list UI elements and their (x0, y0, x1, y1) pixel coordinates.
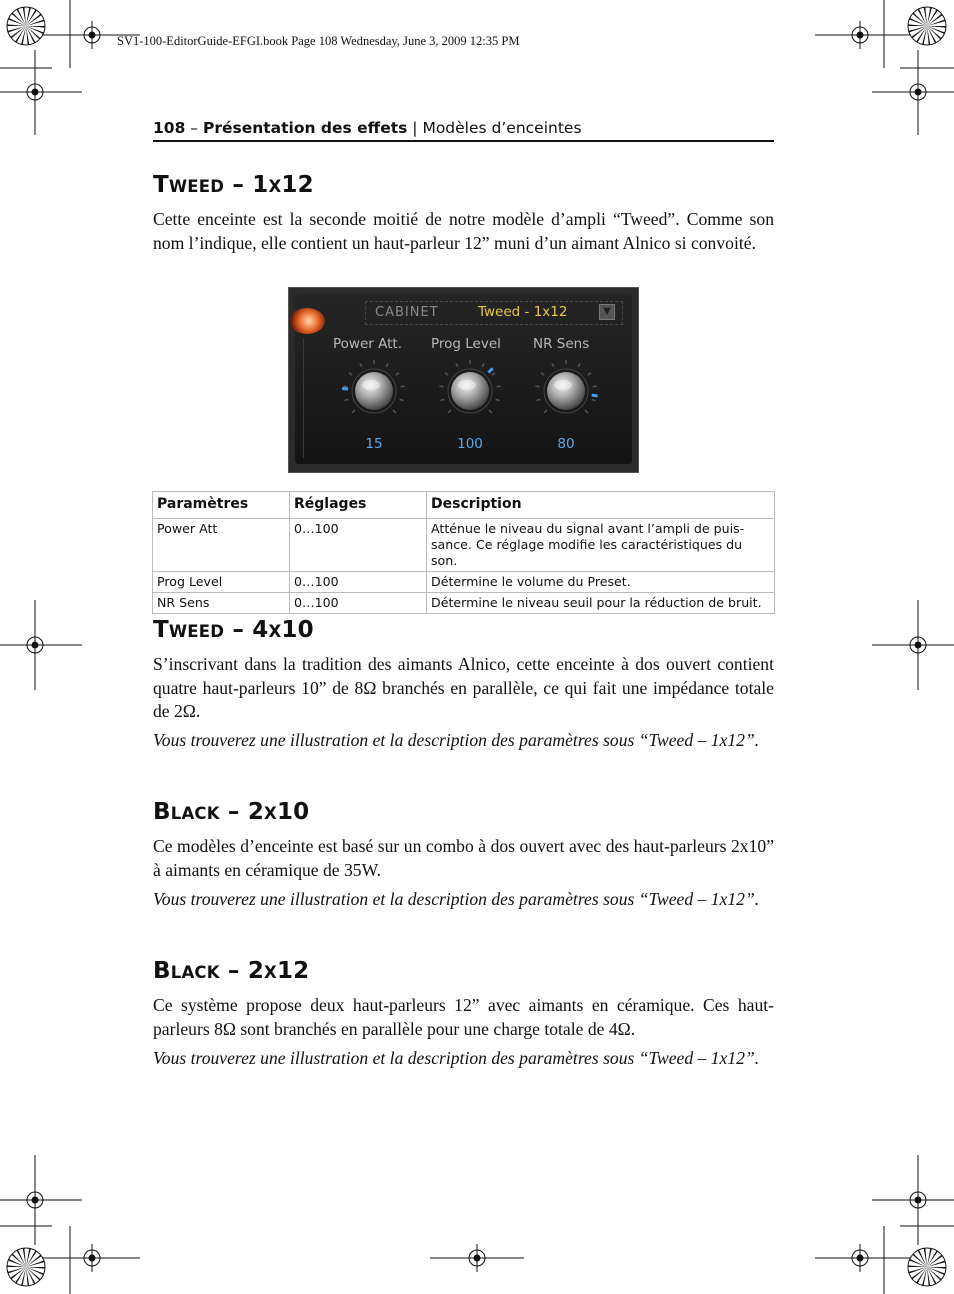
table-cell: 0…100 (290, 572, 427, 593)
body-tweed-1x12: Cette enceinte est la seconde moitié de notre modèle d’ampli “Tweed”. Comme son nom l’indique, elle contient un haut-parleur 12” muni d’un aimant Alnico si convoité. (153, 209, 774, 253)
table-cell: NR Sens (153, 593, 290, 614)
star-ray (26, 7, 31, 26)
star-ray (927, 26, 942, 39)
star-ray (922, 1267, 927, 1286)
star-ray (26, 20, 44, 26)
heading-tweed-1x12: TWEED – 1X12 (153, 172, 314, 198)
chapter-title: Présentation des effets (202, 119, 408, 137)
note-black-2x10: Vous trouverez une illustration et la description des paramètres sous “Tweed – 1x12”. (153, 889, 760, 909)
star-ray (912, 1254, 927, 1267)
cabinet-value: Tweed - 1x12 (478, 304, 568, 320)
star-ray (924, 1248, 927, 1267)
table-cell: 0…100 (290, 593, 427, 614)
star-ray (927, 1267, 942, 1280)
star-ray (927, 26, 930, 45)
star-ray (23, 7, 26, 26)
knob-value-prog-level: 100 (457, 436, 483, 452)
star-ray (908, 1265, 927, 1267)
heading-tweed-4x10: TWEED – 4X10 (153, 617, 314, 643)
column-header: Réglages (290, 492, 427, 519)
knob-label-nr-sens: NR Sens (533, 336, 590, 352)
star-ray (927, 7, 932, 26)
star-ray (924, 7, 927, 26)
table-cell: Power Att (153, 519, 290, 572)
star-ray (26, 26, 45, 28)
star-ray (26, 1248, 31, 1267)
cabinet-label: CABINET (375, 305, 439, 320)
body-tweed-4x10: S’inscrivant dans la tradition des aimants Alnico, cette enceinte à dos ouvert contient quatre haut-parleurs 10” de 8Ω branchés en parallèle, ce qui fait une impédance totale de 2Ω. (153, 654, 774, 721)
column-header: Description (427, 492, 775, 519)
table-cell: Atténue le niveau du signal avant l’ampli de puis- sance. Ce réglage modifie les caractéristiques du son. (427, 519, 775, 572)
knob-label-power-att: Power Att. (333, 336, 402, 352)
knob-value-nr-sens: 80 (557, 436, 575, 452)
star-ray (11, 1254, 26, 1267)
star-ray (26, 1261, 44, 1267)
star-ray (927, 20, 945, 26)
note-black-2x12: Vous trouverez une illustration et la description des paramètres sous “Tweed – 1x12”. (153, 1048, 760, 1068)
star-ray (8, 26, 26, 32)
star-ray (21, 1267, 26, 1286)
running-header: 108 – Présentation des effets | Modèles d’enceintes (153, 119, 774, 142)
star-ray (26, 1267, 41, 1280)
star-ray (927, 1261, 945, 1267)
knob-value-power-att: 15 (365, 436, 383, 452)
star-ray (26, 1267, 45, 1269)
star-ray (908, 24, 927, 26)
star-ray (912, 13, 927, 26)
body-black-2x12: Ce système propose deux haut-parleurs 12” avec aimants en céramique. Ces haut-parleurs 8Ω sont branchés en parallèle pour une charge totale de 4Ω. (153, 995, 774, 1039)
star-ray (21, 26, 26, 45)
star-ray (909, 1267, 927, 1273)
star-ray (927, 1267, 946, 1269)
table-cell: Prog Level (153, 572, 290, 593)
star-ray (26, 26, 29, 45)
print-slug: SV1-100-EditorGuide-EFGI.book Page 108 Wednesday, June 3, 2009 12:35 PM (117, 34, 520, 48)
knob-label-prog-level: Prog Level (431, 336, 501, 352)
star-ray (922, 26, 927, 45)
column-header: Paramètres (153, 492, 290, 519)
star-ray (8, 1267, 26, 1273)
dropdown-arrow-icon[interactable]: ▼ (599, 304, 615, 320)
star-ray (927, 1248, 932, 1267)
note-tweed-4x10: Vous trouverez une illustration et la description des paramètres sous “Tweed – 1x12”. (153, 730, 760, 750)
star-ray (23, 1248, 26, 1267)
star-ray (26, 26, 41, 39)
star-ray (927, 26, 946, 28)
table-cell: 0…100 (290, 519, 427, 572)
table-cell: Détermine le niveau seuil pour la réduction de bruit. (427, 593, 775, 614)
star-ray (11, 13, 26, 26)
table-cell: Détermine le volume du Preset. (427, 572, 775, 593)
heading-black-2x12: BLACK – 2X12 (153, 958, 310, 984)
star-ray (26, 1267, 29, 1286)
body-black-2x10: Ce modèles d’enceinte est basé sur un combo à dos ouvert avec des haut-parleurs 2x10” à aimants en céramique de 35W. (153, 836, 774, 880)
section-title: Modèles d’enceintes (422, 119, 582, 137)
star-ray (909, 26, 927, 32)
heading-black-2x10: BLACK – 2X10 (153, 799, 310, 825)
star-ray (927, 1267, 930, 1286)
star-ray (7, 24, 26, 26)
page-number: 108 (153, 119, 186, 137)
star-ray (7, 1265, 26, 1267)
